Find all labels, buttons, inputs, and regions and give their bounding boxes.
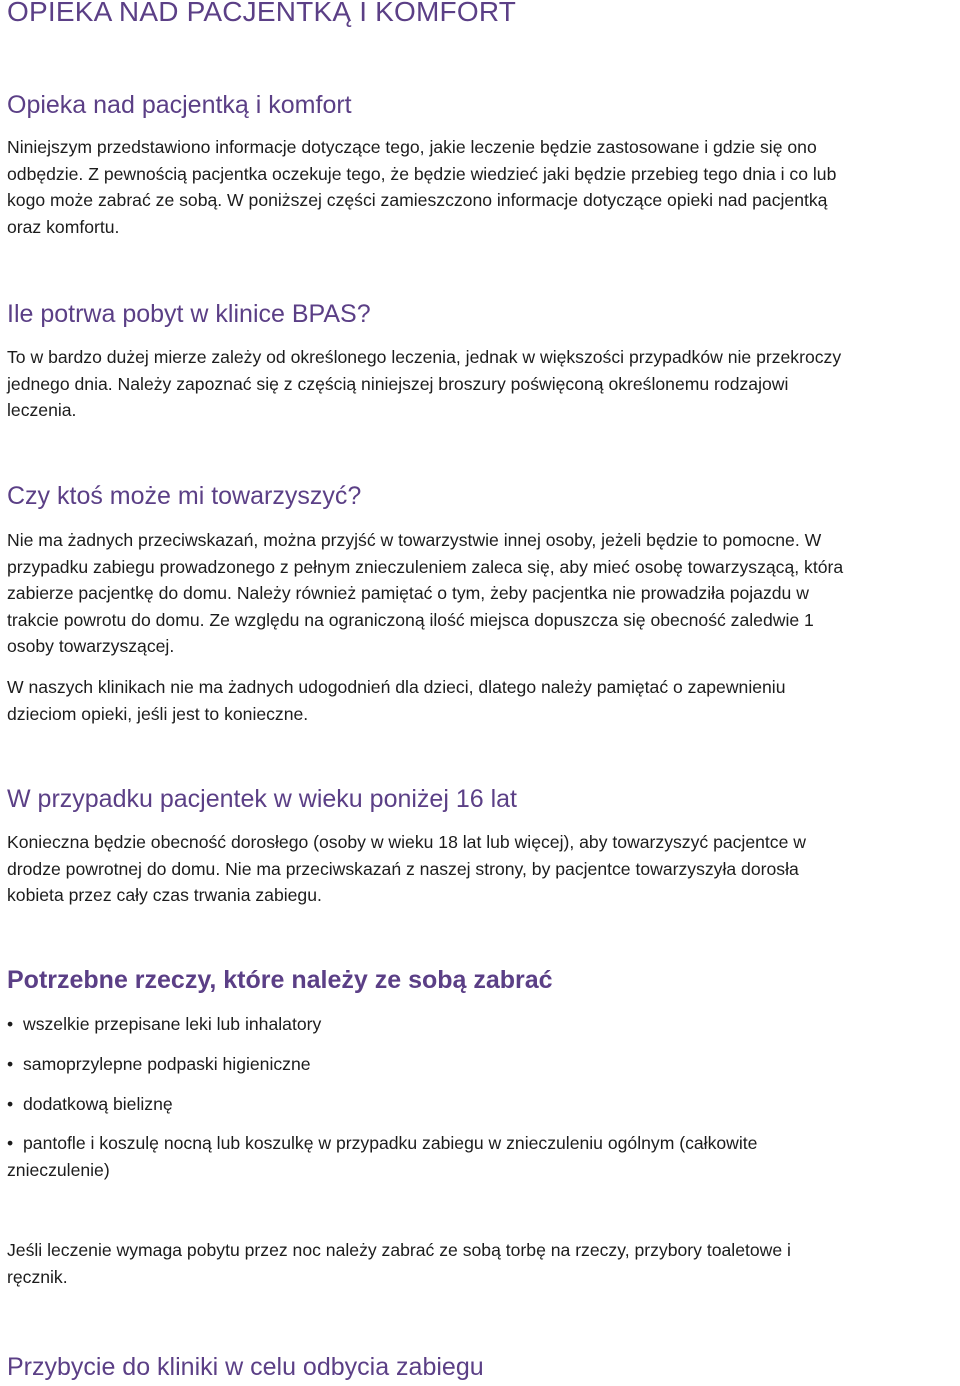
stay-duration-paragraph [7, 344, 957, 424]
text-line: przypadku zabiegu prowadzonego z pełnym znieczuleniem zaleca się, aby mieć osobę towarzyszącą, która [7, 556, 844, 577]
list-item [7, 1091, 957, 1118]
text-line: dzieciom opieki, jeśli jest to konieczne. [7, 703, 309, 724]
list-item-text: pantofle i koszulę nocną lub koszulkę w przypadku zabiegu w znieczuleniu ogólnym (całkowite [23, 1133, 758, 1153]
list-item-text: samoprzylepne podpaski higieniczne [23, 1054, 311, 1074]
bullet-marker: • [7, 1054, 14, 1074]
bullet-marker: • [7, 1014, 14, 1034]
list-item [7, 1011, 957, 1038]
list-item-text: wszelkie przepisane leki lub inhalatory [23, 1014, 322, 1034]
under-16-paragraph [7, 829, 957, 909]
heading-arrival: Przybycie do kliniki w celu odbycia zabiegu [7, 1353, 484, 1381]
list-item-text-continued: znieczulenie) [7, 1159, 110, 1180]
text-line: Konieczna będzie obecność dorosłego (osoby w wieku 18 lat lub więcej), aby towarzyszyć pacjentce w [7, 832, 806, 852]
companion-paragraph [7, 527, 957, 660]
text-line: oraz komfortu. [7, 216, 120, 237]
text-line: Niniejszym przedstawiono informacje dotyczące tego, jakie leczenie będzie zastosowane i gdzie się ono [7, 137, 817, 157]
text-line: Nie ma żadnych przeciwskazań, można przyjść w towarzystwie innej osoby, jeżeli będzie to pomocne. W [7, 530, 822, 550]
heading-under-16: W przypadku pacjentek w wieku poniżej 16 lat [7, 785, 517, 813]
children-paragraph [7, 674, 957, 727]
text-line: drodze powrotnej do domu. Nie ma przeciwskazań z naszej strony, by pacjentce towarzyszyła dorosła [7, 858, 799, 879]
text-line: jednego dnia. Należy zapoznać się z częścią niniejszej broszury poświęconą określonemu rodzajowi [7, 373, 789, 394]
list-item [7, 1051, 957, 1078]
text-line: trakcie powrotu do domu. Ze względu na ograniczoną ilość miejsca dopuszcza się obecność zaledwie 1 [7, 609, 814, 630]
bullet-marker: • [7, 1133, 14, 1153]
text-line: leczenia. [7, 400, 77, 420]
text-line: odbędzie. Z pewnością pacjentka oczekuje tego, że będzie wiedzieć jaki będzie przebieg tego dnia i co lub [7, 163, 837, 184]
bullet-marker: • [7, 1094, 14, 1114]
intro-paragraph [7, 134, 957, 240]
text-line: W naszych klinikach nie ma żadnych udogodnień dla dzieci, dlatego należy pamiętać o zapewnieniu [7, 677, 786, 697]
text-line: kobieta przez cały czas trwania zabiegu. [7, 885, 322, 905]
text-line: kogo może zabrać ze sobą. W poniższej części zamieszczono informacje dotyczące opieki nad pacjentką [7, 190, 828, 210]
heading-things-to-bring: Potrzebne rzeczy, które należy ze sobą zabrać [7, 966, 553, 994]
text-line: To w bardzo dużej mierze zależy od określonego leczenia, jednak w większości przypadków nie przekroczy [7, 347, 842, 367]
list-item [7, 1130, 957, 1183]
text-line: zabierze pacjentkę do domu. Należy również pamiętać o tym, żeby pacjentka nie prowadziła pojazdu w [7, 583, 809, 603]
list-item-text: dodatkową bieliznę [23, 1094, 173, 1114]
heading-stay-duration: Ile potrwa pobyt w klinice BPAS? [7, 300, 371, 328]
text-line: ręcznik. [7, 1266, 68, 1287]
text-line: Jeśli leczenie wymaga pobytu przez noc należy zabrać ze sobą torbę na rzeczy, przybory toaletowe i [7, 1240, 791, 1260]
heading-companion: Czy ktoś może mi towarzyszyć? [7, 482, 362, 510]
overnight-note [7, 1237, 957, 1290]
document-title: OPIEKA NAD PACJENTKĄ I KOMFORT [7, 0, 517, 27]
heading-patient-care: Opieka nad pacjentką i komfort [7, 91, 352, 119]
text-line: osoby towarzyszącej. [7, 636, 175, 656]
